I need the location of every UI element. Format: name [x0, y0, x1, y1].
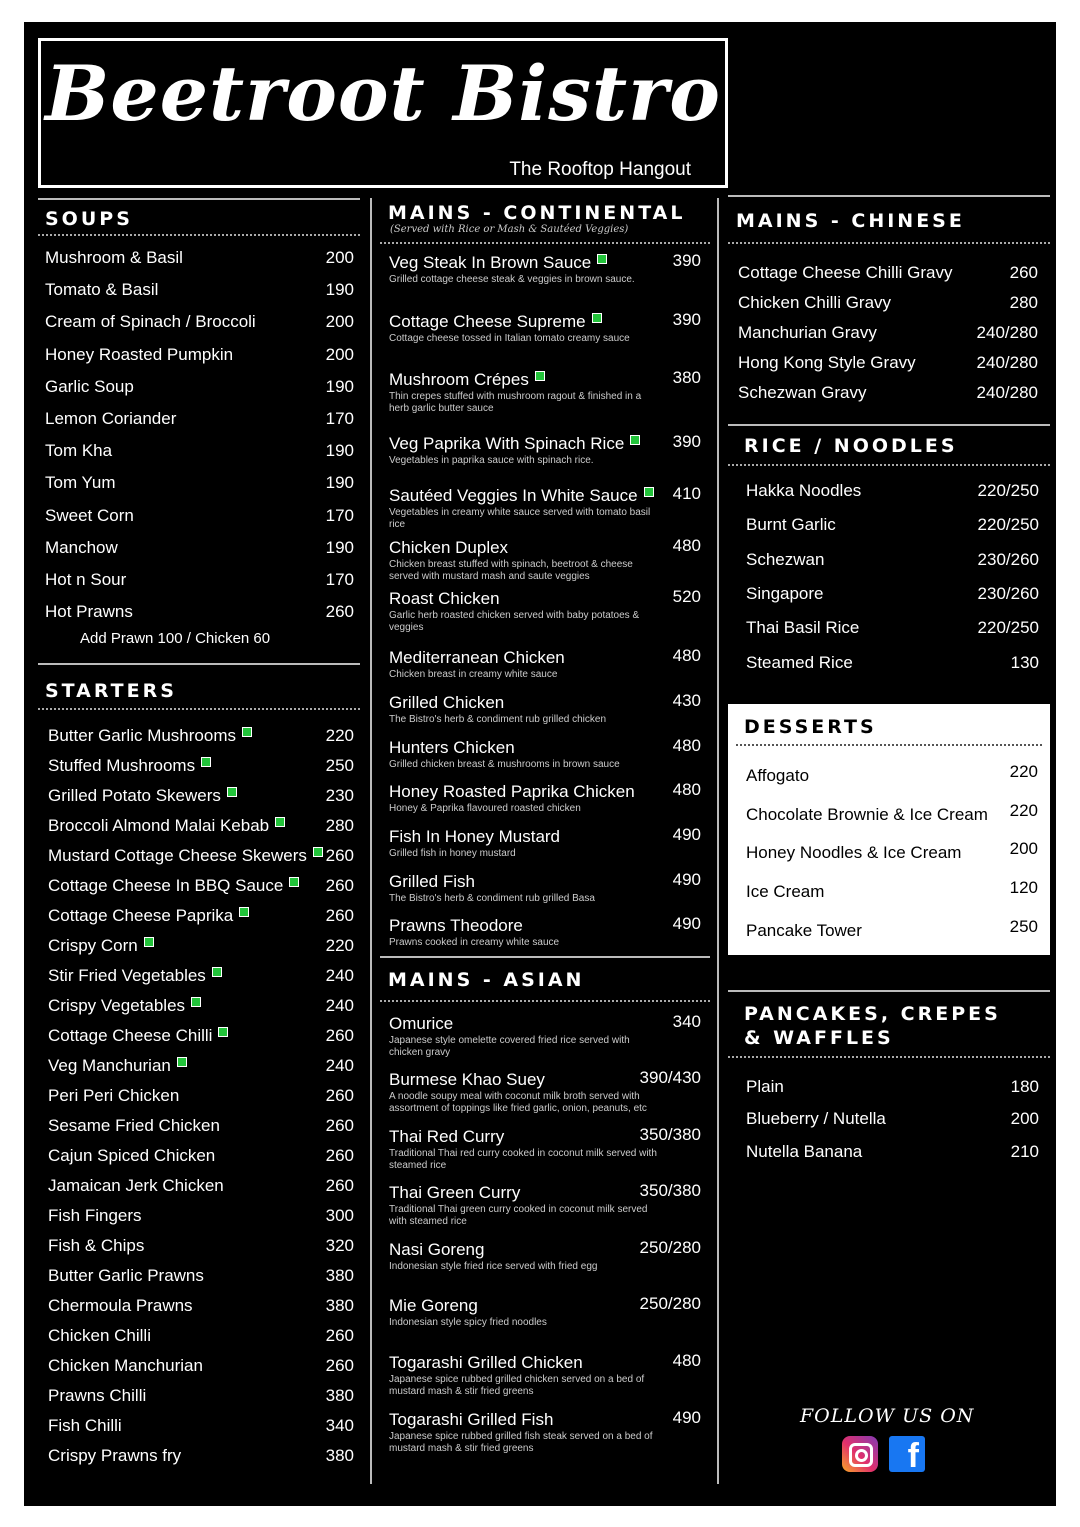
- menu-item: [48, 726, 354, 752]
- menu-item: [48, 1236, 354, 1262]
- veg-indicator-icon: [144, 937, 154, 947]
- item-name: Nasi Goreng: [389, 1240, 485, 1259]
- item-price: 260: [325, 906, 354, 925]
- item-price: 260: [325, 1176, 354, 1195]
- item-name: Mediterranean Chicken: [389, 648, 565, 667]
- item-price: 260: [325, 1116, 354, 1135]
- item-name: Stuffed Mushrooms: [48, 756, 211, 776]
- item-description: Grilled chicken breast & mushrooms in brown sauce: [389, 759, 620, 770]
- item-name: Chicken Chilli Gravy: [738, 293, 892, 312]
- item-price: 410: [672, 484, 701, 503]
- item-description: Traditional Thai red curry cooked in coconut milk served with steamed rice: [389, 1148, 657, 1171]
- item-name: Burmese Khao Suey: [389, 1070, 545, 1089]
- item-price: 200: [325, 312, 354, 332]
- soup-addon-note: Add Prawn 100 / Chicken 60: [80, 630, 271, 647]
- section-heading-pancakes-line2: & WAFFLES: [744, 1027, 894, 1049]
- menu-item: [45, 345, 354, 371]
- item-price: 380: [325, 1386, 354, 1405]
- item-description: Garlic herb roasted chicken served with baby potatoes & veggies: [389, 610, 640, 633]
- item-name: Crispy Prawns fry: [48, 1446, 182, 1465]
- veg-indicator-icon: [227, 787, 237, 797]
- menu-item: [48, 936, 354, 962]
- item-name: Veg Paprika With Spinach Rice: [389, 434, 640, 454]
- item-description: Honey & Paprika flavoured roasted chicken: [389, 803, 581, 814]
- item-price: 490: [672, 914, 701, 933]
- item-price: 520: [672, 587, 701, 606]
- menu-item: [746, 1142, 1039, 1168]
- item-price: 220/250: [977, 481, 1039, 500]
- item-price: 260: [325, 876, 354, 895]
- item-price: 220/250: [977, 618, 1039, 638]
- item-name: Singapore: [746, 583, 824, 603]
- menu-item: [48, 1386, 354, 1412]
- menu-item: [48, 876, 354, 902]
- veg-indicator-icon: [535, 371, 545, 381]
- item-price: 130: [1010, 652, 1039, 672]
- item-description: Vegetables in paprika sauce with spinach rice.: [389, 455, 594, 466]
- veg-indicator-icon: [630, 435, 640, 445]
- item-description: Chicken breast stuffed with spinach, beetroot & cheese served with mustard mash and saute veggies: [389, 559, 633, 582]
- item-description: Grilled cottage cheese steak & veggies in brown sauce.: [389, 274, 635, 285]
- item-name: Veg Steak In Brown Sauce: [389, 253, 607, 273]
- column-divider: [370, 198, 372, 1484]
- item-price: 260: [325, 1026, 354, 1045]
- item-name: Ice Cream: [746, 882, 825, 902]
- item-name: Plain: [746, 1077, 784, 1096]
- item-name: Burnt Garlic: [746, 515, 836, 535]
- section-heading-soups: SOUPS: [45, 208, 133, 230]
- item-name: Stir Fried Vegetables: [48, 966, 222, 986]
- item-price: 200: [1010, 1109, 1039, 1129]
- item-name: Thai Red Curry: [389, 1127, 505, 1146]
- item-description: Prawns cooked in creamy white sauce: [389, 937, 560, 948]
- item-name: Steamed Rice: [746, 652, 853, 672]
- menu-item: [48, 816, 354, 842]
- item-name: Chermoula Prawns: [48, 1296, 193, 1315]
- menu-item: [746, 878, 1038, 908]
- item-name: Jamaican Jerk Chicken: [48, 1176, 224, 1195]
- item-description: Cottage cheese tossed in Italian tomato creamy sauce: [389, 333, 630, 344]
- item-price: 480: [672, 646, 701, 665]
- item-name: Butter Garlic Prawns: [48, 1266, 204, 1285]
- menu-item: [746, 515, 1039, 541]
- veg-indicator-icon: [275, 817, 285, 827]
- divider: [728, 195, 1050, 197]
- item-name: Prawns Chilli: [48, 1386, 147, 1405]
- item-description: Indonesian style spicy fried noodles: [389, 1317, 547, 1328]
- dotted-divider: [380, 242, 710, 244]
- item-name: Nutella Banana: [746, 1141, 863, 1161]
- item-name: Affogato: [746, 766, 810, 785]
- item-name: Grilled Chicken: [389, 693, 505, 712]
- menu-item: [746, 916, 1038, 947]
- item-price: 390: [672, 310, 701, 329]
- menu-item: [48, 1356, 354, 1382]
- menu-item: [48, 1446, 354, 1472]
- item-price: 490: [672, 1408, 701, 1427]
- menu-item: [738, 383, 1038, 409]
- item-price: 340: [325, 1416, 354, 1435]
- item-price: 390: [672, 432, 701, 451]
- dotted-divider: [38, 234, 360, 236]
- veg-indicator-icon: [242, 727, 252, 737]
- item-price: 380: [325, 1446, 354, 1465]
- item-name: Tom Yum: [45, 473, 116, 493]
- item-price: 250/280: [639, 1294, 701, 1313]
- menu-item: [746, 1077, 1039, 1103]
- item-name: Cottage Cheese Chilli Gravy: [738, 263, 953, 282]
- menu-item: [48, 1146, 354, 1172]
- item-price: 380: [325, 1266, 354, 1285]
- follow-us-label: FOLLOW US ON: [800, 1405, 975, 1427]
- item-name: Chicken Manchurian: [48, 1356, 203, 1375]
- item-price: 340: [672, 1012, 701, 1031]
- item-price: 490: [672, 825, 701, 844]
- item-name: Mie Goreng: [389, 1296, 478, 1315]
- item-name: Prawns Theodore: [389, 916, 523, 935]
- item-name: Thai Basil Rice: [746, 618, 860, 638]
- item-price: 350/380: [639, 1125, 701, 1144]
- item-price: 480: [672, 780, 701, 799]
- item-price: 220: [1009, 800, 1038, 820]
- menu-item: [45, 602, 354, 628]
- section-heading-starters: STARTERS: [45, 680, 177, 702]
- item-name: Mustard Cottage Cheese Skewers: [48, 846, 323, 866]
- menu-item: [45, 409, 354, 435]
- column-divider: [717, 198, 719, 1484]
- item-name: Togarashi Grilled Fish: [389, 1410, 554, 1429]
- veg-indicator-icon: [239, 907, 249, 917]
- continental-serving-note: (Served with Rice or Mash & Sautéed Veggies): [390, 224, 629, 235]
- dotted-divider: [728, 1056, 1050, 1058]
- item-price: 170: [325, 409, 354, 428]
- item-name: Manchurian Gravy: [738, 323, 877, 342]
- section-heading-asian: MAINS - ASIAN: [388, 969, 585, 991]
- menu-item: [48, 1296, 354, 1322]
- item-description: Traditional Thai green curry cooked in coconut milk served with steamed rice: [389, 1204, 648, 1227]
- item-name: Chicken Chilli: [48, 1326, 151, 1345]
- item-name: Schezwan Gravy: [738, 383, 867, 402]
- menu-board: [24, 22, 1056, 1506]
- item-price: 230/260: [977, 583, 1039, 603]
- item-description: Vegetables in creamy white sauce served with tomato basil rice: [389, 507, 651, 530]
- item-name: Schezwan: [746, 549, 825, 569]
- item-name: Thai Green Curry: [389, 1183, 521, 1202]
- item-price: 190: [325, 441, 354, 461]
- item-name: Cajun Spiced Chicken: [48, 1146, 216, 1165]
- dotted-divider: [380, 1000, 710, 1002]
- desserts-panel: [728, 704, 1050, 955]
- item-name: Peri Peri Chicken: [48, 1086, 180, 1105]
- menu-item: [746, 839, 1038, 869]
- divider: [38, 663, 360, 665]
- item-name: Hong Kong Style Gravy: [738, 353, 916, 372]
- veg-indicator-icon: [201, 757, 211, 767]
- item-description: Indonesian style fried rice served with fried egg: [389, 1261, 598, 1272]
- item-description: Japanese spice rubbed grilled chicken served on a bed of mustard mash & stir fried greens: [389, 1374, 645, 1397]
- item-price: 260: [325, 1146, 354, 1165]
- item-price: 220: [325, 726, 354, 745]
- menu-item: [746, 762, 1038, 792]
- item-name: Fish Fingers: [48, 1206, 142, 1225]
- veg-indicator-icon: [592, 313, 602, 323]
- item-price: 190: [325, 280, 354, 300]
- item-price: 170: [325, 570, 354, 589]
- menu-item: [48, 846, 354, 872]
- item-name: Sesame Fried Chicken: [48, 1116, 220, 1135]
- item-name: Honey Roasted Paprika Chicken: [389, 782, 635, 801]
- item-name: Tom Kha: [45, 441, 113, 461]
- instagram-icon[interactable]: [842, 1436, 878, 1472]
- item-price: 390/430: [639, 1068, 701, 1087]
- item-name: Grilled Potato Skewers: [48, 786, 237, 806]
- item-name: Crispy Vegetables: [48, 996, 201, 1016]
- veg-indicator-icon: [191, 997, 201, 1007]
- item-price: 260: [325, 1086, 354, 1105]
- item-price: 260: [325, 602, 354, 622]
- item-name: Honey Noodles & Ice Cream: [746, 843, 962, 863]
- item-name: Veg Manchurian: [48, 1056, 187, 1076]
- menu-item: [45, 280, 354, 306]
- item-price: 280: [325, 816, 354, 835]
- item-name: Cottage Cheese In BBQ Sauce: [48, 876, 299, 896]
- veg-indicator-icon: [313, 847, 323, 857]
- item-price: 230: [325, 786, 354, 805]
- menu-item: [48, 1266, 354, 1292]
- menu-item: [746, 584, 1039, 610]
- item-price: 380: [325, 1296, 354, 1315]
- item-price: 200: [1009, 839, 1038, 859]
- item-price: 260: [325, 846, 354, 865]
- item-name: Togarashi Grilled Chicken: [389, 1353, 583, 1372]
- item-name: Butter Garlic Mushrooms: [48, 726, 252, 746]
- menu-item: [738, 263, 1038, 289]
- item-name: Tomato & Basil: [45, 280, 159, 300]
- item-price: 490: [672, 870, 701, 889]
- item-price: 190: [325, 376, 354, 396]
- item-name: Chocolate Brownie & Ice Cream: [746, 804, 988, 824]
- menu-item: [738, 353, 1038, 379]
- item-price: 220: [325, 936, 354, 955]
- veg-indicator-icon: [212, 967, 222, 977]
- item-price: 390: [672, 251, 701, 270]
- item-name: Sautéed Veggies In White Sauce: [389, 486, 654, 506]
- veg-indicator-icon: [218, 1027, 228, 1037]
- item-name: Cream of Spinach / Broccoli: [45, 312, 256, 332]
- item-price: 300: [325, 1206, 354, 1225]
- divider: [728, 990, 1050, 992]
- menu-item: [45, 312, 354, 338]
- dotted-divider: [38, 708, 360, 710]
- tagline: The Rooftop Hangout: [509, 159, 691, 180]
- item-name: Omurice: [389, 1014, 454, 1033]
- menu-item: [45, 248, 354, 274]
- item-price: 260: [325, 1326, 354, 1345]
- item-price: 220: [1009, 762, 1038, 781]
- menu-item: [48, 1116, 354, 1142]
- item-name: Roast Chicken: [389, 589, 500, 608]
- item-price: 480: [672, 736, 701, 755]
- item-price: 240/280: [976, 353, 1038, 372]
- item-name: Manchow: [45, 537, 118, 557]
- item-price: 430: [672, 691, 701, 710]
- menu-item: [48, 1326, 354, 1352]
- menu-item: [48, 1416, 354, 1442]
- item-name: Pancake Tower: [746, 920, 862, 940]
- item-price: 240/280: [976, 323, 1038, 342]
- item-price: 240: [325, 996, 354, 1015]
- item-name: Hot n Sour: [45, 570, 127, 589]
- menu-item: [738, 293, 1038, 319]
- item-price: 350/380: [639, 1181, 701, 1200]
- item-name: Broccoli Almond Malai Kebab: [48, 816, 285, 836]
- dotted-divider: [728, 464, 1050, 466]
- dotted-divider: [736, 744, 1042, 746]
- menu-item: [746, 1109, 1039, 1135]
- item-price: 320: [325, 1236, 354, 1255]
- item-description: Japanese spice rubbed grilled fish steak served on a bed of mustard mash & stir fried greens: [389, 1431, 653, 1454]
- menu-item: [45, 538, 354, 564]
- item-price: 250: [1009, 916, 1038, 936]
- item-price: 250: [325, 756, 354, 775]
- menu-item: [48, 1026, 354, 1052]
- menu-item: [45, 506, 354, 532]
- item-name: Chicken Duplex: [389, 538, 509, 557]
- item-price: 170: [325, 505, 354, 525]
- item-name: Garlic Soup: [45, 376, 134, 396]
- menu-item: [746, 653, 1039, 679]
- section-heading-continental: MAINS - CONTINENTAL: [388, 202, 686, 224]
- veg-indicator-icon: [177, 1057, 187, 1067]
- item-description: Japanese style omelette covered fried rice served with chicken gravy: [389, 1035, 630, 1058]
- menu-item: [45, 570, 354, 596]
- item-name: Fish In Honey Mustard: [389, 827, 561, 846]
- item-price: 240: [325, 966, 354, 985]
- item-price: 210: [1010, 1141, 1039, 1161]
- dotted-divider: [728, 242, 1050, 244]
- item-price: 380: [672, 368, 701, 387]
- menu-item: [746, 550, 1039, 576]
- item-name: Lemon Coriander: [45, 409, 177, 428]
- item-description: A noodle soupy meal with coconut milk broth served with assortment of toppings like fried garlic, onion, peanuts, etc: [389, 1091, 647, 1114]
- divider: [380, 956, 710, 958]
- veg-indicator-icon: [644, 487, 654, 497]
- restaurant-name: Beetroot Bistro: [45, 49, 721, 138]
- veg-indicator-icon: [289, 877, 299, 887]
- menu-item: [45, 377, 354, 403]
- item-description: Thin crepes stuffed with mushroom ragout & finished in a herb garlic butter sauce: [389, 391, 642, 414]
- item-price: 260: [325, 1356, 354, 1375]
- menu-item: [45, 441, 354, 467]
- item-price: 200: [325, 248, 354, 267]
- menu-item: [48, 1176, 354, 1202]
- item-price: 240: [325, 1056, 354, 1075]
- menu-item: [48, 756, 354, 782]
- item-price: 250/280: [639, 1238, 701, 1257]
- item-name: Fish & Chips: [48, 1236, 145, 1255]
- item-price: 180: [1010, 1077, 1039, 1096]
- divider: [728, 424, 1050, 426]
- section-heading-rice-noodles: RICE / NOODLES: [744, 435, 958, 457]
- item-name: Crispy Corn: [48, 936, 154, 956]
- item-description: The Bistro's herb & condiment rub grilled Basa: [389, 893, 595, 904]
- item-price: 190: [325, 473, 354, 493]
- item-description: Chicken breast in creamy white sauce: [389, 669, 558, 680]
- item-price: 230/260: [977, 549, 1039, 569]
- menu-item: [48, 966, 354, 992]
- menu-item: [48, 1056, 354, 1082]
- item-price: 480: [672, 1351, 701, 1370]
- divider: [38, 198, 360, 200]
- section-heading-desserts: DESSERTS: [744, 716, 877, 738]
- menu-item: [738, 323, 1038, 349]
- item-price: 120: [1009, 878, 1038, 898]
- menu-item: [48, 786, 354, 812]
- item-name: Honey Roasted Pumpkin: [45, 344, 234, 364]
- menu-item: [48, 1086, 354, 1112]
- item-name: Mushroom & Basil: [45, 248, 183, 267]
- menu-item: [746, 800, 1038, 831]
- item-description: The Bistro's herb & condiment rub grilled chicken: [389, 714, 607, 725]
- menu-item: [746, 618, 1039, 644]
- menu-item: [45, 473, 354, 499]
- item-name: Hakka Noodles: [746, 481, 862, 500]
- item-name: Grilled Fish: [389, 872, 475, 891]
- menu-item: [746, 481, 1039, 507]
- item-name: Blueberry / Nutella: [746, 1109, 886, 1129]
- menu-item: [48, 996, 354, 1022]
- section-heading-chinese: MAINS - CHINESE: [736, 210, 965, 232]
- item-price: 280: [1009, 293, 1038, 312]
- item-description: Grilled fish in honey mustard: [389, 848, 516, 859]
- veg-indicator-icon: [597, 254, 607, 264]
- item-name: Fish Chilli: [48, 1416, 122, 1435]
- item-name: Mushroom Crépes: [389, 370, 545, 390]
- section-heading-pancakes: PANCAKES, CREPES: [744, 1003, 1001, 1025]
- item-name: Cottage Cheese Paprika: [48, 906, 249, 926]
- item-price: 220/250: [977, 515, 1039, 535]
- item-price: 480: [672, 536, 701, 555]
- item-price: 240/280: [976, 383, 1038, 402]
- menu-item: [48, 906, 354, 932]
- item-name: Hunters Chicken: [389, 738, 515, 757]
- title-box: [38, 38, 728, 188]
- item-price: 190: [325, 537, 354, 557]
- item-name: Hot Prawns: [45, 602, 133, 622]
- facebook-icon[interactable]: f: [889, 1436, 925, 1472]
- menu-item: [48, 1206, 354, 1232]
- item-price: 200: [325, 344, 354, 364]
- item-name: Sweet Corn: [45, 505, 134, 525]
- item-name: Cottage Cheese Chilli: [48, 1026, 228, 1046]
- item-price: 260: [1009, 263, 1038, 282]
- item-name: Cottage Cheese Supreme: [389, 312, 602, 332]
